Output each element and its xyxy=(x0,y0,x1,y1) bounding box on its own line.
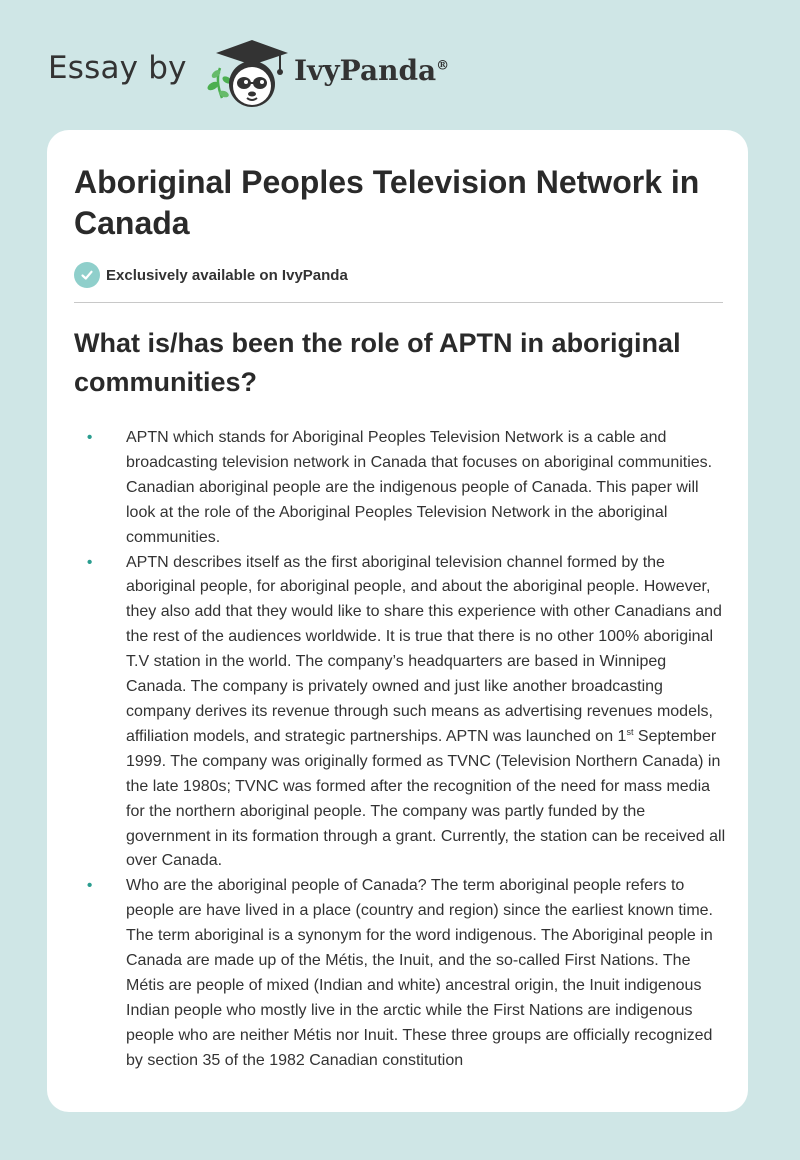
section-heading: What is/has been the role of APTN in aboriginal communities? xyxy=(74,328,681,397)
leaf-icon xyxy=(206,68,233,99)
check-icon xyxy=(74,262,100,288)
divider xyxy=(74,302,723,303)
bullet-icon: • xyxy=(87,553,93,571)
panda-logo-icon[interactable] xyxy=(200,34,290,110)
registered-mark: ® xyxy=(436,58,450,74)
site-header xyxy=(48,34,548,110)
paragraph-text: APTN describes itself as the first aboriginal television channel formed by the aboriginal people, for aboriginal people, and about the aboriginal people. However, they also add that they would like to share this experience with other Canadians and the rest of the audiences worldwide. It is true that there is no other 100% aboriginal T.V station in the world. The company’s headquarters are based in Winnipeg Canada. The company is privately owned and just like another broadcasting company derives its revenue through such means as advertising revenues models, affiliation models, and strategic partnerships. APTN was launched on 1 xyxy=(126,553,722,745)
paragraph-text: APTN which stands for Aboriginal Peoples Television Network is a cable and broadcasting television network in Canada that focuses on aboriginal communities. Canadian aboriginal people are the indigenous people of Canada. This paper will look at the role of the Aboriginal Peoples Television Network in the aboriginal communities. xyxy=(126,429,713,546)
bullet-icon: • xyxy=(87,429,93,446)
bullet-icon: • xyxy=(87,877,93,895)
exclusive-badge xyxy=(74,262,348,288)
badge-label: Exclusively available on IvyPanda xyxy=(106,266,348,284)
brand-name[interactable] xyxy=(294,54,449,87)
list-item xyxy=(87,426,727,551)
paragraph-text: Who are the aboriginal people of Canada? The term aboriginal people refers to people are have lived in a place (country and region) since the earliest known time. The term aboriginal is a synonym for the word indigenous. The Aboriginal people in Canada are made up of the Métis, the Inuit, and the so-called First Nations. The Métis are people of mixed (Indian and white) ancestral origin, the Inuit indigenous Indian people who mostly live in the arctic while the First Nations are indigenous people who are neither Métis nor Inuit. These three groups are officially recognized by section 35 of the 1982 Canadian constitution xyxy=(126,877,713,1069)
list-item xyxy=(87,551,727,875)
paragraph-text-continued: September 1999. The company was originally formed as TVNC (Television Northern Canada) in the late 1980s; TVNC was formed after the recognition of the need for mass media for the northern aboriginal people. The company was partly funded by the government in its formation through a grant. Currently, the station can be received all over Canada. xyxy=(126,727,726,870)
brand-text: IvyPanda xyxy=(294,54,437,87)
list-item xyxy=(87,874,727,1073)
essay-by-label: Essay by xyxy=(48,50,187,86)
page-title: Aboriginal Peoples Television Network in Canada xyxy=(74,164,700,241)
paragraph-list xyxy=(87,426,727,1074)
essay-card xyxy=(47,130,748,1112)
ordinal-suffix: st xyxy=(626,726,634,737)
